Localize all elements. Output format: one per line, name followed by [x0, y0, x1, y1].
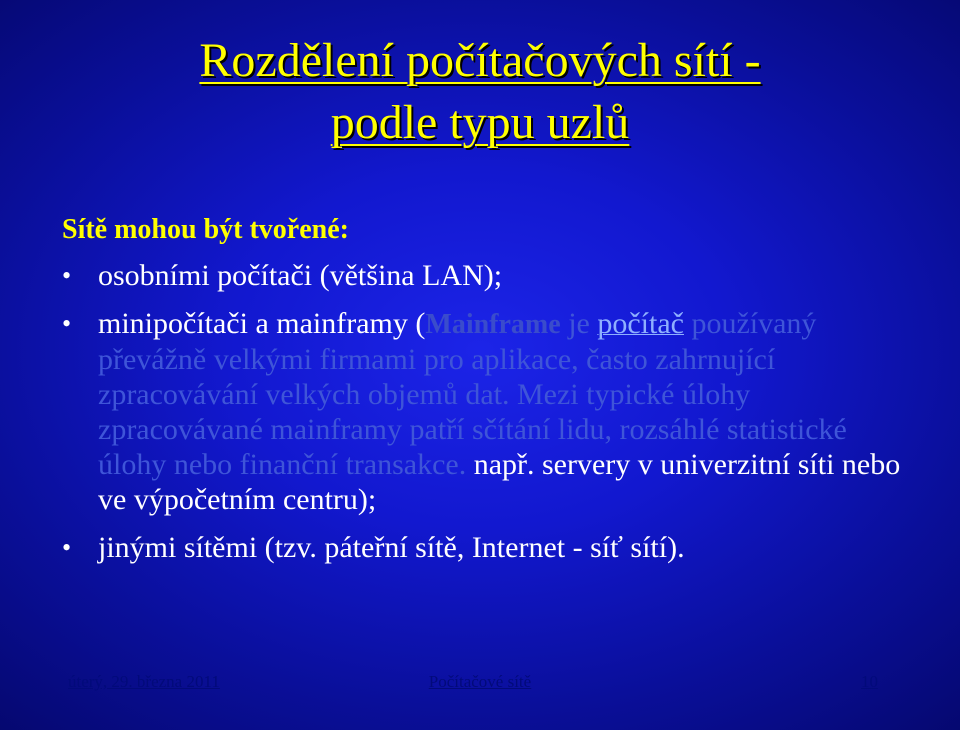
list-item	[62, 258, 922, 293]
list-item-text: osobními počítači (většina LAN);	[98, 259, 503, 292]
slide-title	[0, 30, 960, 154]
pocitac-link[interactable]: počítač	[597, 307, 684, 340]
footer-title: Počítačové sítě	[428, 672, 532, 691]
list-item-text-end: např. servery v univerzitní síti nebo ve výpočetním centru);	[98, 448, 901, 516]
title-line-1: Rozdělení počítačových sítí -	[199, 34, 761, 87]
bullet-list	[62, 258, 922, 578]
faded-word: je	[560, 307, 598, 340]
section-heading: Sítě mohou být tvořené:	[62, 214, 349, 245]
footer-date: úterý, 29. března 2011	[68, 672, 220, 691]
list-item-text-start: minipočítači a mainframy (	[98, 307, 426, 340]
faded-definition: používaný převážně velkými firmami pro aplikace, často zahrnující zpracovávání velkých objemů dat. Mezi typické úlohy zpracovávané mainframy patří sčítání lidu, rozsáhlé statistické úlohy nebo finanční transakce.	[98, 307, 847, 481]
list-item	[62, 306, 922, 517]
footer-page-number: 10	[861, 672, 878, 691]
list-item	[62, 530, 922, 565]
bullet-icon: •	[62, 533, 72, 562]
title-line-2: podle typu uzlů	[330, 96, 630, 149]
bullet-icon: •	[62, 261, 72, 290]
mainframe-term: Mainframe	[425, 309, 561, 340]
list-item-text: jinými sítěmi (tzv. páteřní sítě, Internet - síť sítí).	[98, 531, 685, 564]
bullet-icon: •	[62, 309, 72, 338]
